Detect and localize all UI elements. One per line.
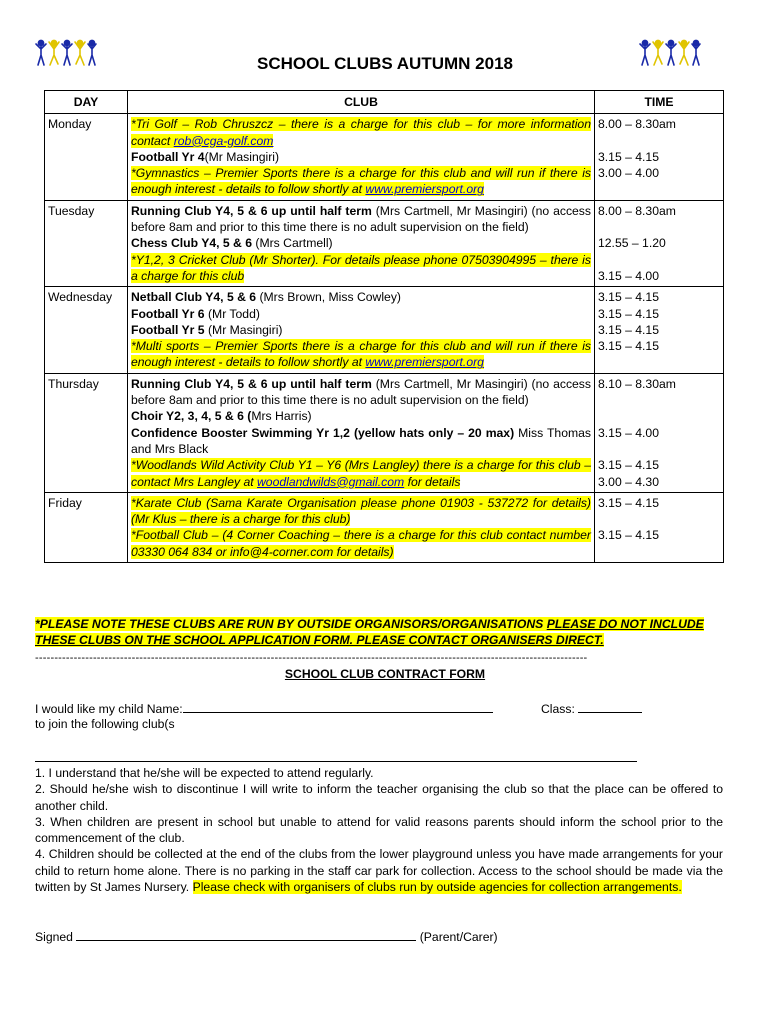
club-name: Running Club Y4, 5 & 6 up until half term <box>131 203 372 218</box>
header-club: CLUB <box>128 91 595 114</box>
club-description: *Y1,2, 3 Cricket Club (Mr Shorter). For details please phone 07503904995 – there is a charge for this club <box>131 252 591 283</box>
club-entry-text <box>131 496 591 526</box>
collection-highlight: Please check with organisers of clubs run by outside agencies for collection arrangements. <box>192 880 682 895</box>
club-name: Football Yr 5 <box>131 322 205 337</box>
page-title: SCHOOL CLUBS AUTUMN 2018 <box>257 54 513 73</box>
club-entry <box>131 306 591 322</box>
time-cell <box>595 200 724 286</box>
club-entry <box>131 289 591 305</box>
club-time: 3.15 – 4.15 <box>598 458 659 473</box>
club-time <box>598 441 720 457</box>
club-name: Running Club Y4, 5 & 6 up until half term <box>131 376 372 391</box>
day-cell: Monday <box>45 114 128 200</box>
notice-warning: PLEASE DO NOT INCLUDE THESE CLUBS ON THE SCHOOL APPLICATION FORM. PLEASE CONTACT ORGANISERS DIRECT. <box>35 617 704 648</box>
table-row <box>45 373 724 492</box>
club-time: 3.15 – 4.15 <box>598 149 659 164</box>
club-cell <box>128 114 595 200</box>
club-entry <box>131 165 591 198</box>
table-header-row <box>45 91 724 114</box>
club-staff: (Mrs Cartmell, Mr Masingiri) (no access before 8am and prior to this time there is no adult supervision on the field) <box>131 376 591 408</box>
club-description: *Karate Club (Sama Karate Organisation please phone 01903 - 537272 for details) (Mr Klus – there is a charge for this club) <box>131 495 591 527</box>
club-staff: (Mr Todd) <box>204 306 260 321</box>
table-row <box>45 114 724 200</box>
table-row <box>45 200 724 286</box>
signature-field[interactable] <box>76 928 416 941</box>
club-time: 3.00 – 4.30 <box>598 474 659 489</box>
club-entry-text <box>131 253 591 283</box>
club-description-end: ) <box>389 544 394 559</box>
club-staff: (Mrs Brown, Miss Cowley) <box>256 290 401 305</box>
club-time: 8.00 – 8.30am <box>598 117 676 132</box>
club-time <box>598 392 720 408</box>
header-day: DAY <box>45 91 128 114</box>
club-entry-text <box>131 458 591 488</box>
club-staff: (Mrs Cartmell) <box>252 236 333 251</box>
time-cell <box>595 287 724 373</box>
day-cell: Thursday <box>45 373 128 492</box>
club-entry <box>131 376 591 409</box>
club-time: 12.55 – 1.20 <box>598 236 666 251</box>
club-time <box>598 511 720 527</box>
club-name: Chess Club Y4, 5 & 6 <box>131 236 253 251</box>
club-time <box>598 408 720 424</box>
club-time: 3.15 – 4.15 <box>598 322 659 337</box>
club-description: *Tri Golf – Rob Chruszcz – there is a charge for this club – for more information contact <box>131 117 591 148</box>
club-contact-link[interactable]: www.premiersport.org <box>365 182 484 197</box>
club-time: 3.15 – 4.00 <box>598 268 659 283</box>
club-cell <box>128 200 595 286</box>
club-time <box>598 219 720 235</box>
child-name-row <box>35 700 493 717</box>
contract-form-title: SCHOOL CLUB CONTRACT FORM <box>284 667 486 681</box>
club-time: 3.00 – 4.00 <box>598 166 659 181</box>
club-description: *Multi sports – Premier Sports there is a charge for this club and will run if there is enough interest - details to follow shortly at <box>131 339 591 370</box>
club-name: Confidence Booster Swimming Yr 1,2 (yellow hats only – 20 max) <box>131 425 515 440</box>
club-entry <box>131 252 591 285</box>
class-row <box>541 700 642 717</box>
term-item: 2. Should he/she wish to discontinue I will write to inform the teacher organising the club so that the place can be offered to another child. <box>35 782 723 813</box>
term-item: 1. I understand that he/she will be expected to attend regularly. <box>35 766 374 780</box>
club-entry <box>131 495 591 528</box>
time-cell <box>595 373 724 492</box>
club-name: Netball Club Y4, 5 & 6 <box>131 290 257 305</box>
club-time: 3.15 – 4.15 <box>598 290 659 305</box>
term-item <box>35 846 723 895</box>
club-entry <box>131 235 591 251</box>
club-staff: (Mr Masingiri) <box>204 149 280 164</box>
club-contact-link[interactable]: www.premiersport.org <box>365 355 484 370</box>
club-entry <box>131 457 591 490</box>
club-name: Football Yr 4 <box>131 149 205 164</box>
club-entry <box>131 203 591 236</box>
day-cell: Friday <box>45 492 128 562</box>
signed-label: Signed <box>35 930 77 944</box>
club-description: *Woodlands Wild Activity Club Y1 – Y6 (Mrs Langley) there is a charge for this club – contact Mrs Langley at <box>131 458 591 489</box>
day-cell: Wednesday <box>45 287 128 373</box>
club-entry <box>131 149 591 165</box>
term-item: 3. When children are present in school but unable to attend for valid reasons parents should inform the school prior to the commencement of the club. <box>35 814 723 846</box>
club-time: 3.15 – 4.15 <box>598 495 659 510</box>
time-cell <box>595 114 724 200</box>
club-name: Football Yr 6 <box>131 306 205 321</box>
club-entry-text <box>131 339 591 369</box>
contract-terms <box>35 765 723 895</box>
club-time <box>598 133 720 149</box>
class-label: Class: <box>541 702 579 716</box>
day-cell: Tuesday <box>45 200 128 286</box>
club-cell <box>128 287 595 373</box>
parent-carer-label: (Parent/Carer) <box>416 930 498 944</box>
club-description: *Football Club – (4 Corner Coaching – there is a charge for this club contact number 03330 064 834 or info@4-corner.com for details <box>131 528 591 559</box>
club-entry-text <box>131 166 591 196</box>
club-cell <box>128 492 595 562</box>
club-entry <box>131 322 591 338</box>
club-staff: (Mrs Cartmell, Mr Masingiri) (no access before 8am and prior to this time there is no adult supervision on the field) <box>131 203 591 235</box>
header-time: TIME <box>595 91 724 114</box>
club-entry <box>131 116 591 149</box>
child-name-label: I would like my child Name: <box>35 702 183 716</box>
clubs-table <box>44 90 724 563</box>
notice-text: *PLEASE NOTE THESE CLUBS ARE RUN BY OUTSIDE ORGANISORS/ORGANISATIONS <box>35 617 547 631</box>
outside-organisers-notice <box>35 616 725 649</box>
club-description-end: for details <box>404 474 461 489</box>
club-staff: Mrs Harris) <box>251 409 312 424</box>
club-time: 3.15 – 4.15 <box>598 339 659 354</box>
table-row <box>45 287 724 373</box>
club-name: Choir Y2, 3, 4, 5 & 6 ( <box>131 409 252 424</box>
signature-row <box>35 928 498 945</box>
table-row <box>45 492 724 562</box>
club-time: 8.00 – 8.30am <box>598 203 676 218</box>
club-entry <box>131 408 591 424</box>
join-label: to join the following club(s <box>35 717 175 731</box>
club-time: 3.15 – 4.15 <box>598 306 659 321</box>
club-time: 8.10 – 8.30am <box>598 376 676 391</box>
class-field[interactable] <box>578 700 642 713</box>
term-text: 4. Children should be collected at the end of the clubs from the lower playground unless you have made arrangements for your child to return home alone. There is no parking in the staff car park for collection. Access to the school should be made via the twitten by St James Nursery. <box>35 847 723 895</box>
clubs-field[interactable] <box>35 761 637 762</box>
club-entry <box>131 338 591 371</box>
club-time: 3.15 – 4.00 <box>598 425 659 440</box>
cut-divider: ----------------------------------------------------------------------------------------------------------------------------------------------- <box>35 652 588 664</box>
club-time: 3.15 – 4.15 <box>598 528 659 543</box>
time-cell <box>595 492 724 562</box>
club-contact-link[interactable]: woodlandwilds@gmail.com <box>257 474 405 489</box>
club-entry-text <box>131 117 591 147</box>
child-name-field[interactable] <box>183 700 493 713</box>
club-entry <box>131 425 591 458</box>
club-time <box>598 252 720 268</box>
club-description: *Gymnastics – Premier Sports there is a charge for this club and will run if there is enough interest - details to follow shortly at <box>131 166 591 197</box>
club-contact-link[interactable]: rob@cga-golf.com <box>173 133 274 148</box>
club-entry <box>131 527 591 560</box>
club-staff: (Mr Masingiri) <box>204 322 283 337</box>
club-entry-text <box>131 528 591 558</box>
club-staff: Miss Thomas and Mrs Black <box>131 425 592 456</box>
club-cell <box>128 373 595 492</box>
